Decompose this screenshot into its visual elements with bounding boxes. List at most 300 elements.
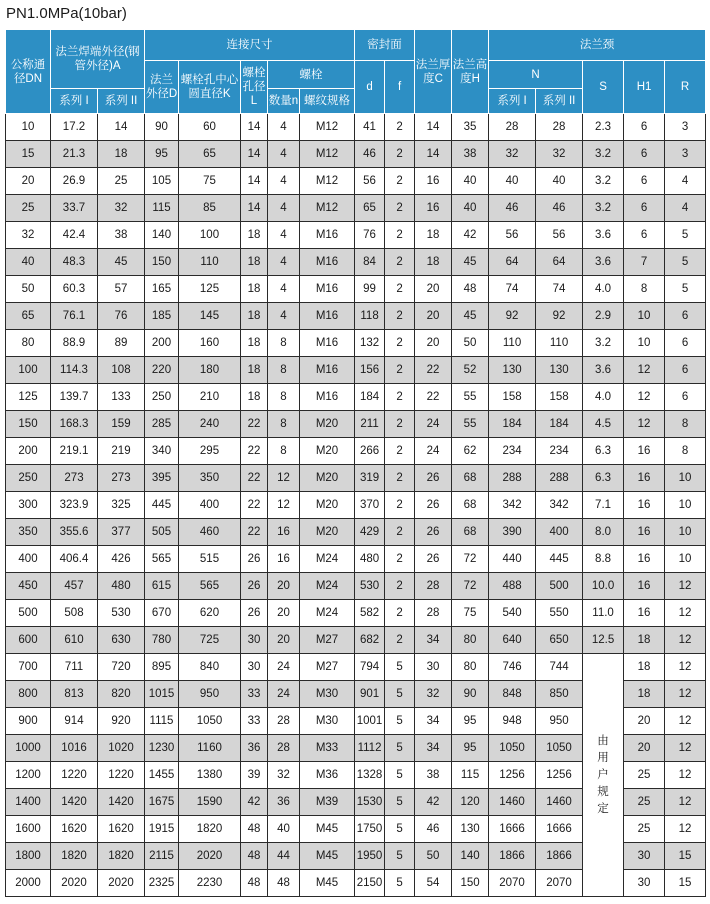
table-row — [6, 330, 706, 357]
table-cell: 56 — [536, 222, 583, 249]
table-cell: 395 — [145, 465, 179, 492]
table-cell: 5 — [665, 222, 706, 249]
table-cell: 30 — [624, 843, 665, 870]
table-cell: 2 — [385, 627, 415, 654]
table-cell: 1256 — [489, 762, 536, 789]
table-cell: 250 — [145, 384, 179, 411]
table-cell: 35 — [452, 114, 489, 141]
table-cell: 184 — [536, 411, 583, 438]
table-cell: M33 — [300, 735, 355, 762]
table-cell: 100 — [179, 222, 241, 249]
table-cell: 30 — [624, 870, 665, 897]
table-cell: 1915 — [145, 816, 179, 843]
table-row — [6, 303, 706, 330]
table-cell: 40 — [452, 168, 489, 195]
table-cell: 42 — [241, 789, 268, 816]
table-cell: 848 — [489, 681, 536, 708]
table-cell: 342 — [536, 492, 583, 519]
table-row — [6, 411, 706, 438]
table-row — [6, 276, 706, 303]
table-cell: 600 — [6, 627, 51, 654]
table-cell: M27 — [300, 627, 355, 654]
table-cell: 26 — [415, 546, 452, 573]
table-cell: 6 — [665, 330, 706, 357]
table-cell: 80 — [452, 627, 489, 654]
table-cell: 10 — [665, 519, 706, 546]
table-cell: 30 — [415, 654, 452, 681]
table-cell: 250 — [6, 465, 51, 492]
table-cell: 720 — [98, 654, 145, 681]
table-cell: 20 — [415, 330, 452, 357]
table-cell: 12 — [665, 573, 706, 600]
table-cell: 16 — [415, 195, 452, 222]
header-d-outer: 法兰外径D — [145, 61, 179, 114]
table-cell: 1380 — [179, 762, 241, 789]
table-cell: 670 — [145, 600, 179, 627]
table-cell: 76.1 — [51, 303, 98, 330]
table-cell: 32 — [98, 195, 145, 222]
table-cell: M27 — [300, 654, 355, 681]
table-cell: 26 — [241, 573, 268, 600]
table-cell: 630 — [98, 627, 145, 654]
table-cell: 2230 — [179, 870, 241, 897]
table-cell: 2 — [385, 519, 415, 546]
table-cell: 2 — [385, 546, 415, 573]
table-cell: M12 — [300, 141, 355, 168]
table-cell: 22 — [241, 411, 268, 438]
table-cell: 150 — [452, 870, 489, 897]
table-cell: 1590 — [179, 789, 241, 816]
table-cell: 8.8 — [583, 546, 624, 573]
table-cell: 800 — [6, 681, 51, 708]
table-cell: 12 — [665, 708, 706, 735]
table-row — [6, 600, 706, 627]
table-cell: 2 — [385, 222, 415, 249]
table-cell: 400 — [536, 519, 583, 546]
table-cell: 48 — [268, 870, 300, 897]
table-cell: 850 — [536, 681, 583, 708]
table-cell: 1666 — [489, 816, 536, 843]
table-cell: 1200 — [6, 762, 51, 789]
table-cell: 65 — [355, 195, 385, 222]
table-cell: 145 — [179, 303, 241, 330]
table-cell: 44 — [268, 843, 300, 870]
table-cell: 219.1 — [51, 438, 98, 465]
table-cell: 5 — [385, 681, 415, 708]
table-cell: 920 — [98, 708, 145, 735]
table-cell: 8 — [665, 411, 706, 438]
table-cell: 158 — [536, 384, 583, 411]
table-cell: 42 — [415, 789, 452, 816]
table-cell: 20 — [6, 168, 51, 195]
table-cell: 2115 — [145, 843, 179, 870]
table-cell: 100 — [6, 357, 51, 384]
table-cell: 1820 — [98, 843, 145, 870]
table-cell: 16 — [268, 546, 300, 573]
table-cell: 68 — [452, 465, 489, 492]
table-cell: 2000 — [6, 870, 51, 897]
table-cell: 530 — [98, 600, 145, 627]
table-cell: 794 — [355, 654, 385, 681]
header-r: R — [665, 61, 706, 114]
table-cell: 6.3 — [583, 438, 624, 465]
table-cell: 429 — [355, 519, 385, 546]
table-cell: 640 — [489, 627, 536, 654]
table-cell: M30 — [300, 708, 355, 735]
table-cell: 288 — [489, 465, 536, 492]
table-cell: M24 — [300, 546, 355, 573]
table-cell: 1115 — [145, 708, 179, 735]
table-cell: 813 — [51, 681, 98, 708]
table-cell: 20 — [415, 276, 452, 303]
table-cell: 565 — [179, 573, 241, 600]
table-row — [6, 438, 706, 465]
table-cell: 5 — [385, 843, 415, 870]
table-cell: 480 — [98, 573, 145, 600]
table-cell: 89 — [98, 330, 145, 357]
table-cell: 45 — [452, 303, 489, 330]
table-cell: 1112 — [355, 735, 385, 762]
table-cell: 26 — [415, 519, 452, 546]
table-cell: 110 — [179, 249, 241, 276]
table-cell: 340 — [145, 438, 179, 465]
table-cell: 234 — [489, 438, 536, 465]
table-cell: 323.9 — [51, 492, 98, 519]
table-cell: 22 — [241, 519, 268, 546]
table-cell: 8 — [268, 357, 300, 384]
table-cell: 28 — [268, 735, 300, 762]
table-cell: 50 — [452, 330, 489, 357]
table-cell: 10 — [665, 546, 706, 573]
table-cell: M45 — [300, 816, 355, 843]
table-cell: 2325 — [145, 870, 179, 897]
table-cell: 76 — [98, 303, 145, 330]
header-s: S — [583, 61, 624, 114]
table-cell: 480 — [355, 546, 385, 573]
table-cell: 4.0 — [583, 276, 624, 303]
header-a-series2: 系列 II — [98, 89, 145, 114]
header-n-series2: 系列 II — [536, 89, 583, 114]
table-cell: 184 — [355, 384, 385, 411]
table-cell: 185 — [145, 303, 179, 330]
flange-dimension-table — [5, 29, 706, 897]
header-h: 法兰高度H — [452, 30, 489, 114]
table-cell: 14 — [241, 168, 268, 195]
table-cell: 1220 — [51, 762, 98, 789]
header-l: 螺栓孔径L — [241, 61, 268, 114]
table-row — [6, 168, 706, 195]
table-cell: 64 — [489, 249, 536, 276]
table-cell: 25 — [98, 168, 145, 195]
table-cell: 5 — [665, 276, 706, 303]
table-cell: 3.2 — [583, 141, 624, 168]
table-cell: 744 — [536, 654, 583, 681]
table-cell: M45 — [300, 843, 355, 870]
table-cell: 2020 — [98, 870, 145, 897]
table-cell: 30 — [241, 654, 268, 681]
table-cell: 515 — [179, 546, 241, 573]
table-cell: 72 — [452, 546, 489, 573]
table-cell: 3.2 — [583, 168, 624, 195]
table-cell: 46 — [489, 195, 536, 222]
table-cell: 28 — [536, 114, 583, 141]
table-cell: 12 — [665, 681, 706, 708]
table-cell: 8 — [268, 438, 300, 465]
table-cell: 650 — [536, 627, 583, 654]
table-cell: 74 — [489, 276, 536, 303]
table-cell: 5 — [665, 249, 706, 276]
table-cell: 4 — [268, 222, 300, 249]
table-cell: 46 — [355, 141, 385, 168]
table-cell: 211 — [355, 411, 385, 438]
table-cell: 18 — [624, 681, 665, 708]
table-cell: 682 — [355, 627, 385, 654]
header-a-group: 法兰焊端外径(钢管外径)A — [51, 30, 145, 89]
table-row — [6, 573, 706, 600]
table-cell: 2150 — [355, 870, 385, 897]
table-cell: 319 — [355, 465, 385, 492]
table-cell: 2 — [385, 573, 415, 600]
table-cell: 22 — [241, 438, 268, 465]
table-cell: 80 — [6, 330, 51, 357]
table-cell: 26 — [415, 465, 452, 492]
table-cell: 22 — [241, 492, 268, 519]
header-bolt-count: 数量n — [268, 89, 300, 114]
table-cell: 39 — [241, 762, 268, 789]
table-cell: 1020 — [98, 735, 145, 762]
table-cell: 2 — [385, 168, 415, 195]
table-cell: 700 — [6, 654, 51, 681]
table-cell: 12 — [665, 816, 706, 843]
table-cell: 2 — [385, 249, 415, 276]
table-cell: 1328 — [355, 762, 385, 789]
table-cell: 4 — [268, 303, 300, 330]
table-cell: 4 — [665, 195, 706, 222]
table-cell: 18 — [415, 222, 452, 249]
table-cell: 30 — [241, 627, 268, 654]
table-cell: 2 — [385, 114, 415, 141]
table-cell: 273 — [98, 465, 145, 492]
table-cell: 65 — [179, 141, 241, 168]
table-cell: 377 — [98, 519, 145, 546]
table-cell: 130 — [489, 357, 536, 384]
table-cell: 16 — [624, 600, 665, 627]
table-cell: 26.9 — [51, 168, 98, 195]
table-cell: 28 — [268, 708, 300, 735]
table-cell: 488 — [489, 573, 536, 600]
table-cell: 1820 — [51, 843, 98, 870]
table-cell: 57 — [98, 276, 145, 303]
table-cell: 17.2 — [51, 114, 98, 141]
table-cell: 12 — [268, 465, 300, 492]
table-cell: M12 — [300, 168, 355, 195]
table-cell: 12.5 — [583, 627, 624, 654]
table-cell: 10 — [665, 492, 706, 519]
header-n: N — [489, 61, 583, 89]
table-cell: 54 — [415, 870, 452, 897]
table-cell: 1530 — [355, 789, 385, 816]
table-cell: 16 — [624, 465, 665, 492]
table-cell: 948 — [489, 708, 536, 735]
table-cell: M16 — [300, 249, 355, 276]
table-cell: 11.0 — [583, 600, 624, 627]
table-cell: M20 — [300, 519, 355, 546]
table-cell: 46 — [536, 195, 583, 222]
table-cell: 460 — [179, 519, 241, 546]
header-connection-group: 连接尺寸 — [145, 30, 355, 61]
table-cell: 40 — [268, 816, 300, 843]
table-cell: 240 — [179, 411, 241, 438]
table-cell: 156 — [355, 357, 385, 384]
table-cell: 2.3 — [583, 114, 624, 141]
table-cell: 2020 — [179, 843, 241, 870]
table-cell: 3 — [665, 114, 706, 141]
table-cell: 158 — [489, 384, 536, 411]
table-cell: 26 — [241, 546, 268, 573]
table-cell: 22 — [241, 465, 268, 492]
user-defined-note-cell — [583, 654, 624, 897]
table-cell: 10 — [665, 465, 706, 492]
table-cell: 5 — [385, 789, 415, 816]
table-cell: 16 — [415, 168, 452, 195]
table-cell: 18 — [241, 384, 268, 411]
table-cell: 500 — [6, 600, 51, 627]
table-cell: 139.7 — [51, 384, 98, 411]
table-cell: 1016 — [51, 735, 98, 762]
table-cell: 440 — [489, 546, 536, 573]
table-cell: 20 — [268, 573, 300, 600]
table-cell: 45 — [452, 249, 489, 276]
table-cell: 780 — [145, 627, 179, 654]
table-cell: 6 — [624, 195, 665, 222]
table-cell: 130 — [536, 357, 583, 384]
table-cell: 8 — [268, 330, 300, 357]
table-cell: 4 — [268, 168, 300, 195]
table-cell: 150 — [145, 249, 179, 276]
table-cell: 92 — [489, 303, 536, 330]
table-cell: M24 — [300, 573, 355, 600]
table-cell: 56 — [489, 222, 536, 249]
table-cell: 32 — [268, 762, 300, 789]
table-cell: 1015 — [145, 681, 179, 708]
table-cell: 1230 — [145, 735, 179, 762]
table-cell: 901 — [355, 681, 385, 708]
table-cell: 1050 — [179, 708, 241, 735]
table-cell: 15 — [665, 843, 706, 870]
table-cell: 88.9 — [51, 330, 98, 357]
table-cell: M45 — [300, 870, 355, 897]
table-cell: 12 — [624, 411, 665, 438]
table-cell: M16 — [300, 357, 355, 384]
table-cell: 12 — [665, 762, 706, 789]
table-cell: 4.5 — [583, 411, 624, 438]
table-cell: 105 — [145, 168, 179, 195]
table-cell: 26 — [415, 492, 452, 519]
table-cell: 1220 — [98, 762, 145, 789]
table-cell: 2 — [385, 330, 415, 357]
table-cell: 90 — [145, 114, 179, 141]
table-cell: 5 — [385, 735, 415, 762]
table-row — [6, 195, 706, 222]
table-cell: 8 — [665, 438, 706, 465]
table-body — [6, 114, 706, 897]
table-cell: 24 — [415, 411, 452, 438]
table-cell: M24 — [300, 600, 355, 627]
table-cell: 32 — [415, 681, 452, 708]
table-cell: 288 — [536, 465, 583, 492]
table-cell: 711 — [51, 654, 98, 681]
table-row — [6, 627, 706, 654]
table-cell: 60.3 — [51, 276, 98, 303]
table-cell: 48 — [241, 816, 268, 843]
table-cell: 72 — [452, 573, 489, 600]
table-cell: 18 — [241, 330, 268, 357]
table-cell: 20 — [268, 627, 300, 654]
table-cell: 33 — [241, 708, 268, 735]
table-cell: 1666 — [536, 816, 583, 843]
table-cell: 125 — [179, 276, 241, 303]
table-cell: 25 — [624, 762, 665, 789]
table-cell: 426 — [98, 546, 145, 573]
table-cell: 15 — [6, 141, 51, 168]
table-cell: 350 — [179, 465, 241, 492]
table-cell: 34 — [415, 735, 452, 762]
table-cell: 38 — [415, 762, 452, 789]
table-cell: 914 — [51, 708, 98, 735]
table-cell: 400 — [6, 546, 51, 573]
table-cell: 14 — [98, 114, 145, 141]
table-cell: 620 — [179, 600, 241, 627]
table-cell: M36 — [300, 762, 355, 789]
table-cell: 18 — [241, 276, 268, 303]
table-cell: 120 — [452, 789, 489, 816]
table-row — [6, 384, 706, 411]
table-cell: 350 — [6, 519, 51, 546]
table-cell: 5 — [385, 654, 415, 681]
table-cell: 615 — [145, 573, 179, 600]
table-cell: 125 — [6, 384, 51, 411]
table-cell: 16 — [268, 519, 300, 546]
table-cell: 45 — [98, 249, 145, 276]
table-cell: 500 — [536, 573, 583, 600]
table-cell: 25 — [624, 789, 665, 816]
table-row — [6, 519, 706, 546]
header-neck-group: 法兰颈 — [489, 30, 706, 61]
table-cell: 34 — [415, 627, 452, 654]
table-cell: 12 — [665, 735, 706, 762]
table-cell: 300 — [6, 492, 51, 519]
user-defined-note: 由用户规定 — [597, 734, 609, 815]
table-cell: 2 — [385, 195, 415, 222]
table-cell: 457 — [51, 573, 98, 600]
table-cell: 1620 — [98, 816, 145, 843]
table-cell: 2 — [385, 357, 415, 384]
table-cell: 48 — [452, 276, 489, 303]
table-cell: 12 — [624, 384, 665, 411]
table-cell: 28 — [415, 600, 452, 627]
table-cell: 900 — [6, 708, 51, 735]
table-cell: 62 — [452, 438, 489, 465]
table-cell: 32 — [489, 141, 536, 168]
table-cell: 1750 — [355, 816, 385, 843]
table-cell: 6.3 — [583, 465, 624, 492]
table-cell: 1800 — [6, 843, 51, 870]
table-cell: 64 — [536, 249, 583, 276]
table-cell: 6 — [624, 168, 665, 195]
table-cell: 16 — [624, 519, 665, 546]
table-cell: 40 — [489, 168, 536, 195]
table-cell: 16 — [624, 546, 665, 573]
